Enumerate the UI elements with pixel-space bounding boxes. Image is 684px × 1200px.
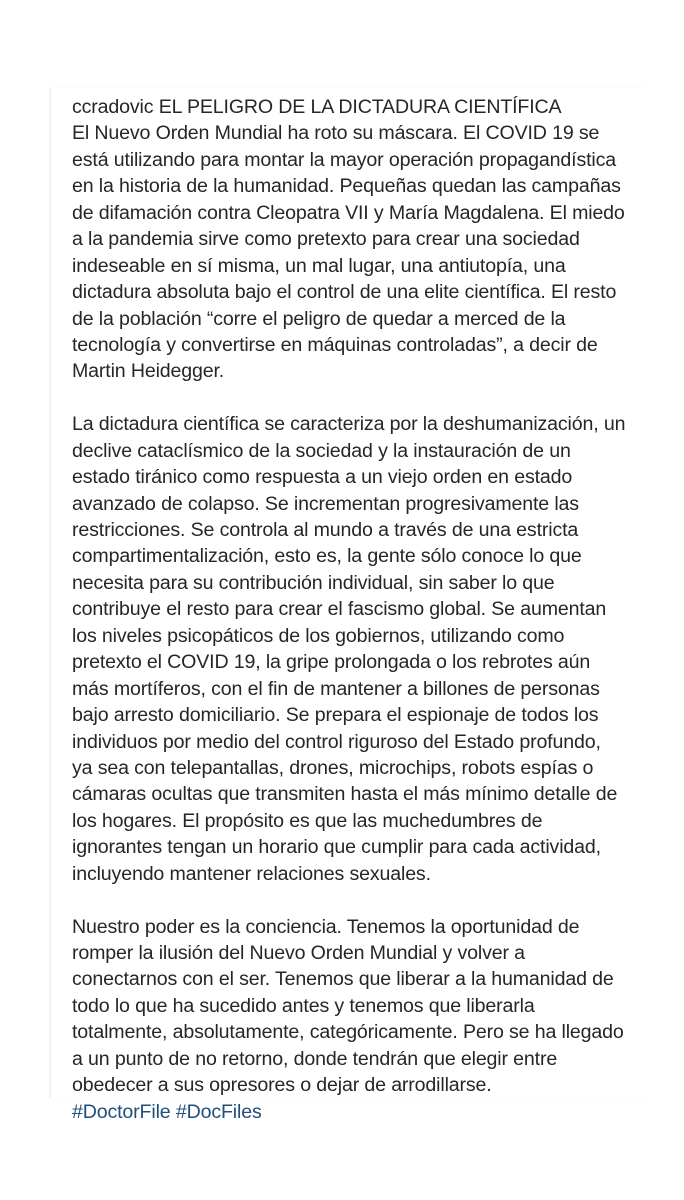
caption-header xyxy=(72,94,625,120)
caption-body xyxy=(72,120,625,1098)
caption-line: restricciones. Se controla al mundo a través de una estricta xyxy=(72,519,579,541)
caption-line: los hogares. El propósito es que las muchedumbres de xyxy=(72,809,543,832)
caption-paragraph xyxy=(72,914,625,1099)
caption-line: ignorantes tengan un horario que cumplir para cada actividad, xyxy=(72,836,601,859)
caption-line: pretexto el COVID 19, la gripe prolongada o los rebrotes aún xyxy=(72,651,591,674)
caption-line: El Nuevo Orden Mundial ha roto su máscara. El COVID 19 se xyxy=(72,122,600,145)
post-caption xyxy=(72,94,625,1125)
caption-line: Martin Heidegger. xyxy=(72,360,225,383)
caption-line: bajo arresto domiciliario. Se prepara el espionaje de todos los xyxy=(72,704,599,727)
caption-line: romper la ilusión del Nuevo Orden Mundial y volver a xyxy=(72,942,525,964)
caption-line: incluyendo mantener relaciones sexuales. xyxy=(72,862,431,885)
caption-line: a la pandemia sirve como pretexto para crear una sociedad xyxy=(72,228,580,251)
caption-line: cámaras ocultas que transmiten hasta el más mínimo detalle de xyxy=(72,783,618,806)
caption-line: declive cataclísmico de la sociedad y la instauración de un xyxy=(72,439,571,462)
caption-line: compartimentalización, esto es, la gente sólo conoce lo que xyxy=(72,545,582,568)
caption-line: La dictadura científica se caracteriza por la deshumanización, un xyxy=(72,413,626,436)
caption-line: a un punto de no retorno, donde tendrán que elegir entre xyxy=(72,1047,558,1070)
caption-line: de difamación contra Cleopatra VII y María Magdalena. El miedo xyxy=(72,201,625,224)
caption-line: contribuye el resto para crear el fascismo global. Se aumentan xyxy=(72,598,607,621)
hashtag-link[interactable]: #DocFiles xyxy=(175,1100,262,1123)
caption-line: avanzado de colapso. Se incrementan progresivamente las xyxy=(72,492,579,515)
caption-line: totalmente, absolutamente, categóricamente. Pero se ha llegado xyxy=(72,1021,624,1044)
caption-line: de la población “corre el peligro de quedar a merced de la xyxy=(72,307,566,330)
paragraph-gap xyxy=(72,385,625,411)
caption-line: todo lo que ha sucedido antes y tenemos que liberarla xyxy=(72,994,535,1017)
caption-line: los niveles psicopáticos de los gobiernos, utilizando como xyxy=(72,624,565,647)
caption-paragraph xyxy=(72,120,625,384)
caption-line: obedecer a sus opresores o dejar de arrodillarse. xyxy=(72,1074,492,1097)
caption-line: tecnología y convertirse en máquinas controladas”, a decir de xyxy=(72,333,598,356)
caption-line: más mortíferos, con el fin de mantener a billones de personas xyxy=(72,677,600,700)
hashtags xyxy=(72,1099,625,1125)
caption-line: ya sea con telepantallas, drones, microchips, robots espías o xyxy=(72,756,594,779)
caption-line: individuos por medio del control riguroso del Estado profundo, xyxy=(72,730,601,753)
caption-line: conectarnos con el ser. Tenemos que liberar a la humanidad de xyxy=(72,968,614,991)
caption-line: Nuestro poder es la conciencia. Tenemos la oportunidad de xyxy=(72,915,580,938)
caption-line: está utilizando para montar la mayor operación propagandística xyxy=(72,148,617,171)
post-title: EL PELIGRO DE LA DICTADURA CIENTÍFICA xyxy=(158,96,562,118)
username-link[interactable]: ccradovic xyxy=(72,96,154,118)
hashtag-link[interactable]: #DoctorFile xyxy=(72,1100,171,1123)
caption-paragraph xyxy=(72,411,625,887)
caption-line: indeseable en sí misma, un mal lugar, una antiutopía, una xyxy=(72,254,566,277)
caption-line: necesita para su contribución individual, sin saber lo que xyxy=(72,571,555,594)
caption-line: dictadura absoluta bajo el control de una elite científica. El resto xyxy=(72,281,617,304)
caption-line: en la historia de la humanidad. Pequeñas quedan las campañas xyxy=(72,175,621,198)
caption-line: estado tiránico como respuesta a un viejo orden en estado xyxy=(72,466,573,489)
paragraph-gap xyxy=(72,887,625,913)
